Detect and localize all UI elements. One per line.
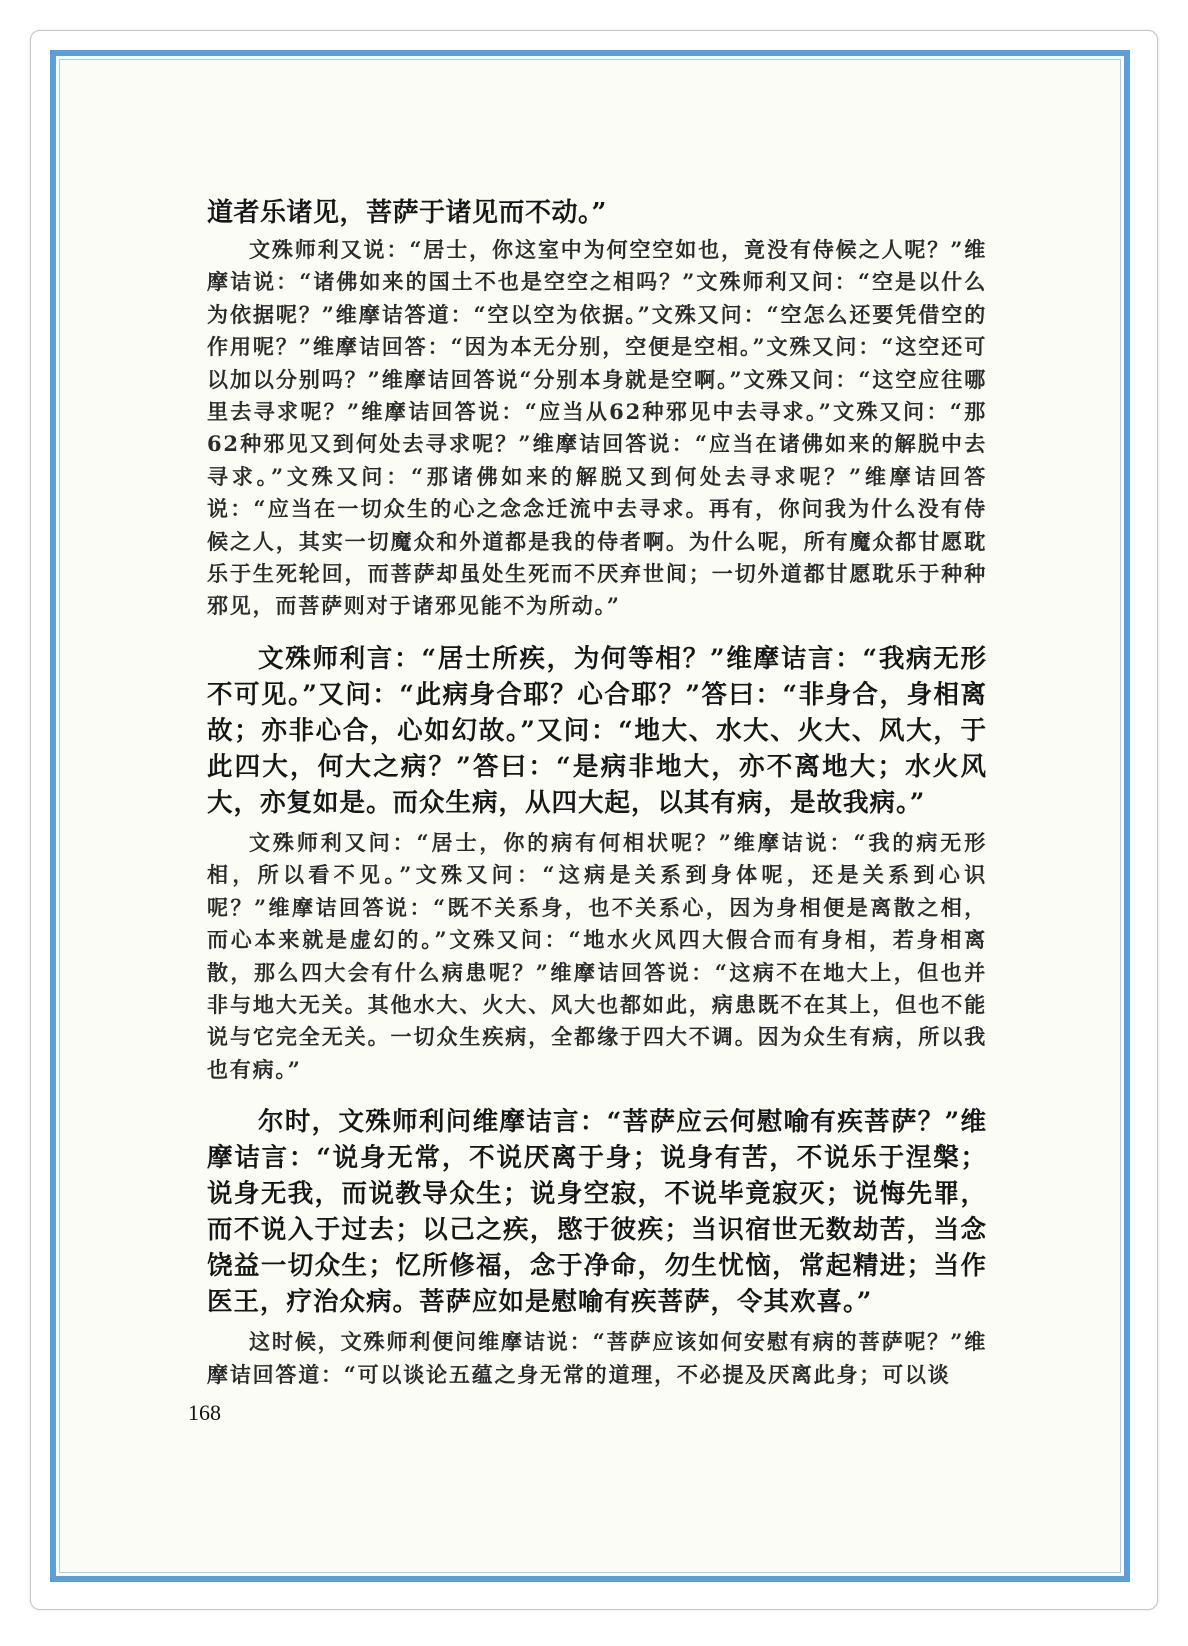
translation-paragraph-1: 文殊师利又说：“居士，你这室中为何空空如也，竟没有侍候之人呢？”维摩诘说：“诸佛如来的国土不也是空空之相吗？”文殊师利又问：“空是以什么为依据呢？”维摩诘答道：“空以空为依据。”文殊又问：“空怎么还要凭借空的作用呢？”维摩诘回答：“因为本无分别，空便是空相。”文殊又问：“这空还可以加以分别吗？”维摩诘回答说“分别本身就是空啊。”文殊又问：“这空应往哪里去寻求呢？”维摩诘回答说：“应当从62种邪见中去寻求。”文殊又问：“那62种邪见又到何处去寻求呢？”维摩诘回答说：“应当在诸佛如来的解脱中去寻求。”文殊又问：“那诸佛如来的解脱又到何处去寻求呢？”维摩诘回答说：“应当在一切众生的心之念念迁流中去寻求。再有，你问我为什么没有侍候之人，其实一切魔众和外道都是我的侍者啊。为什么呢，所有魔众都甘愿耽乐于生死轮回，而菩萨却虽处生死而不厌弃世间；一切外道都甘愿耽乐于种种邪见，而菩萨则对于诸邪见能不为所动。” xyxy=(207,237,987,619)
translation-paragraph-2: 文殊师利又问：“居士，你的病有何相状呢？”维摩诘说：“我的病无形相，所以看不见。”文殊又问：“这病是关系到身体呢，还是关系到心识呢？”维摩诘回答说：“既不关系身，也不关系心，因为身相便是离散之相，而心本来就是虚幻的。”文殊又问：“地水火风四大假合而有身相，若身相离散，那么四大会有什么病患呢？”维摩诘回答说：“这病不在地大上，但也并非与地大无关。其他水大、火大、风大也都如此，病患既不在其上，但也不能说与它完全无关。一切众生疾病，全都缘于四大不调。因为众生有病，所以我也有病。” xyxy=(207,829,987,1082)
page-number: 168 xyxy=(188,1400,221,1425)
translation-paragraph-3: 这时候，文殊师利便问维摩诘说：“菩萨应该如何安慰有病的菩萨呢？”维摩诘回答道：“可以谈论五蕴之身无常的道理，不必提及厌离此身；可以谈 xyxy=(207,1329,987,1387)
page-content xyxy=(207,198,987,1391)
opening-line: 道者乐诸见，菩萨于诸见而不动。” xyxy=(207,198,607,228)
source-paragraph-2: 尔时，文殊师利问维摩诘言：“菩萨应云何慰喻有疾菩萨？”维摩诘言：“说身无常，不说厌离于身；说身有苦，不说乐于涅槃；说身无我，而说教导众生；说身空寂，不说毕竟寂灭；说悔先罪，而不说入于过去；以己之疾，愍于彼疾；当识宿世无数劫苦，当念饶益一切众生；忆所修福，念于净命，勿生忧恼，常起精进；当作医王，疗治众病。菩萨应如是慰喻有疾菩萨，令其欢喜。” xyxy=(207,1107,987,1318)
source-paragraph-1: 文殊师利言：“居士所疾，为何等相？”维摩诘言：“我病无形不可见。”又问：“此病身合耶？心合耶？”答曰：“非身合，身相离故；亦非心合，心如幻故。”又问：“地大、水大、火大、风大，于此四大，何大之病？”答曰：“是病非地大，亦不离地大；水火风大，亦复如是。而众生病，从四大起，以其有病，是故我病。” xyxy=(207,643,987,818)
